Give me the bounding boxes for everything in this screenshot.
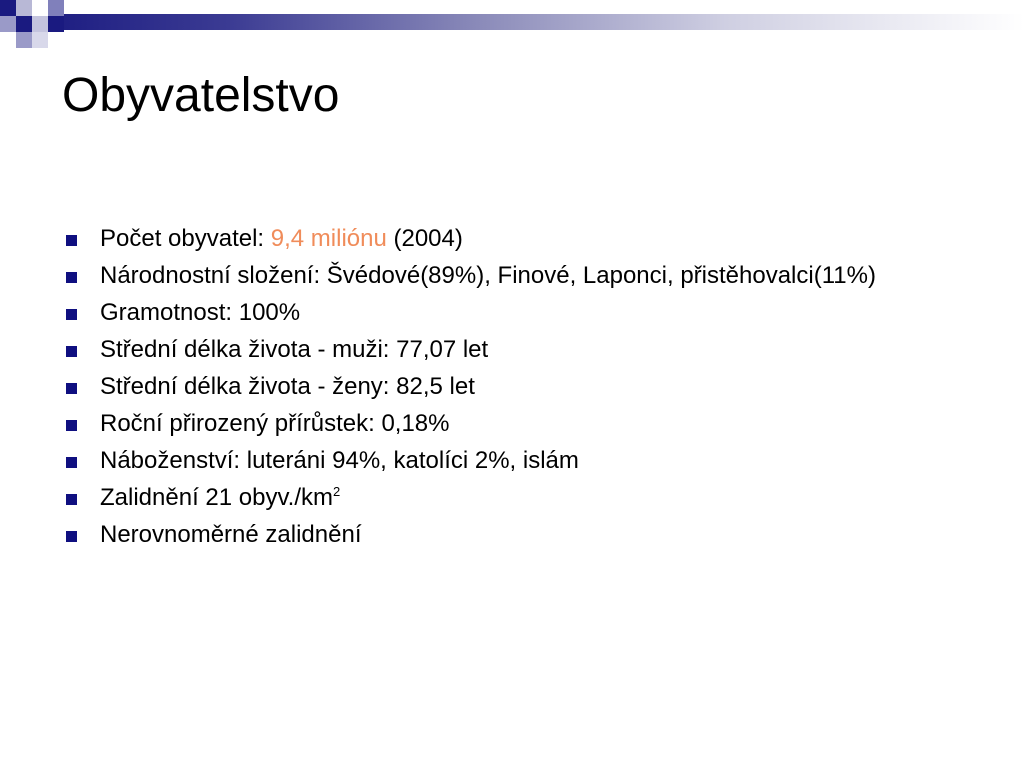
bullet-item-ethnicity: [62, 261, 962, 290]
square-bullet-icon: [66, 235, 77, 246]
bullet-text: Nerovnoměrné zalidnění: [100, 521, 362, 548]
slide-title: Obyvatelstvo: [62, 69, 340, 122]
square-bullet-icon: [66, 309, 77, 320]
highlighted-value: 9,4 miliónu: [270, 225, 387, 252]
header-square-decoration: [32, 16, 48, 32]
header-square-decoration: [0, 0, 16, 16]
square-bullet-icon: [66, 383, 77, 394]
bullet-item-density: [62, 483, 962, 512]
header-square-decoration: [16, 0, 32, 16]
bullet-item-literacy: [62, 298, 962, 327]
header-decoration: [0, 0, 1024, 48]
bullet-text-pre: Počet obyvatel:: [100, 225, 271, 252]
header-square-decoration: [32, 0, 48, 16]
bullet-item-uneven-density: [62, 520, 962, 549]
header-square-decoration: [0, 16, 16, 32]
square-bullet-icon: [66, 272, 77, 283]
bullet-text: Národnostní složení: Švédové(89%), Finové, Laponci, přistěhovalci(11%): [100, 262, 876, 289]
square-bullet-icon: [66, 346, 77, 357]
bullet-text: Roční přirozený přírůstek: 0,18%: [100, 410, 450, 437]
bullet-text: Střední délka života - muži: 77,07 let: [100, 336, 489, 363]
square-bullet-icon: [66, 531, 77, 542]
header-square-decoration: [16, 16, 32, 32]
bullet-item-life-expectancy-women: [62, 372, 962, 401]
superscript: 2: [333, 484, 341, 499]
bullet-text: Náboženství: luteráni 94%, katolíci 2%, islám: [100, 447, 579, 474]
square-bullet-icon: [66, 494, 77, 505]
bullet-text: Gramotnost: 100%: [100, 299, 301, 326]
header-square-decoration: [48, 0, 64, 16]
bullet-text-post: (2004): [386, 225, 463, 252]
square-bullet-icon: [66, 420, 77, 431]
bullet-item-natural-growth: [62, 409, 962, 438]
header-gradient-bar: [30, 14, 1024, 30]
bullet-text: Zalidnění 21 obyv./km: [100, 484, 334, 511]
bullet-item-religion: [62, 446, 962, 475]
bullet-text: Střední délka života - ženy: 82,5 let: [100, 373, 475, 400]
header-square-decoration: [32, 32, 48, 48]
bullet-item-life-expectancy-men: [62, 335, 962, 364]
square-bullet-icon: [66, 457, 77, 468]
bullet-item-population: [62, 224, 962, 253]
bullet-list: [62, 224, 962, 557]
header-square-decoration: [16, 32, 32, 48]
header-square-decoration: [48, 16, 64, 32]
